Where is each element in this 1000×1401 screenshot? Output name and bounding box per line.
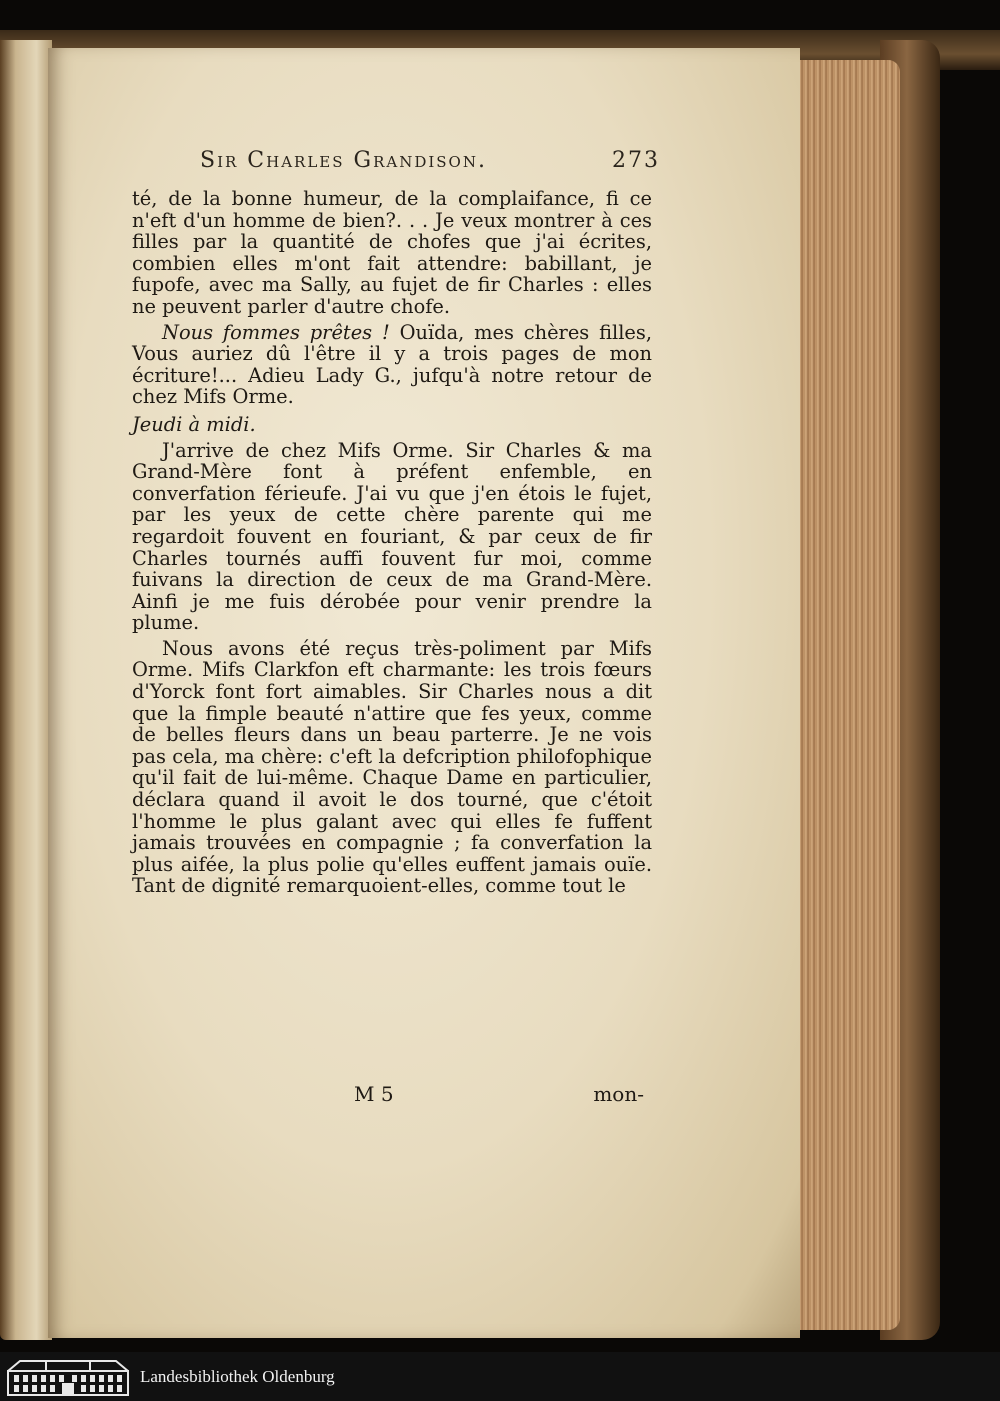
library-name: Landesbibliothek Oldenburg [140, 1366, 335, 1386]
paragraph-4: Nous avons été reçus très-poliment par Mifs Orme. Mifs Clarkfon eft charmante: les trois fœurs d'Yorck font fort aimables. Sir Charles nous a dit que la fimple beauté n'attire que fes yeux, comme de belles fleurs dans un beau parterre. Je ne vois pas cela, ma chère: c'eft la defcription philofophique qu'il fait de lui-même. Chaque Dame en particulier, déclara quand il avoit le dos tourné, que c'étoit l'homme le plus galant avec qui elles fe fuffent jamais trouvées en compagnie ; fa converfation la plus aifée, la plus polie qu'elles euffent jamais ouïe. Tant de dignité remarquoient-elles, comme tout le [132, 636, 652, 898]
library-banner [0, 1352, 1000, 1401]
signature-mark: M 5 [354, 1082, 394, 1106]
page-body-text [132, 188, 652, 897]
page-number: 273 [612, 148, 660, 173]
running-head-title: Sir Charles Grandison. [200, 148, 487, 173]
library-building-icon [6, 1357, 130, 1397]
paragraph-3: J'arrive de chez Mifs Orme. Sir Charles & ma Grand-Mère font à préfent enfemble, en converfation férieufe. J'ai vu que j'en étois le fujet, par les yeux de cette chère parente qui me regardoit fouvent en fouriant, & par ceux de fir Charles tournés auffi fouvent fur moi, comme fuivans la direction de ceux de ma Grand-Mère. Ainfi je me fuis dérobée pour venir prendre la plume. [132, 438, 652, 635]
left-page-edge [0, 40, 52, 1340]
paragraph-1: té, de la bonne humeur, de la complaifance, fi ce n'eft d'un homme de bien?. . . Je veux montrer à ces filles par la quantité de chofes que j'ai écrites, combien elles m'ont fait attendre: babillant, je fupofe, avec ma Sally, au fujet de fir Charles : elles ne peuvent parler d'autre chofe. [132, 187, 652, 318]
paragraph-2 [132, 322, 652, 408]
paragraph-2-rest: Ouïda, mes chères filles, Vous auriez dû l'être il y a trois pages de mon écriture!... Adieu Lady G., jufqu'à notre retour de chez Mifs Orme. [132, 320, 652, 409]
catchword: mon- [593, 1082, 644, 1106]
dateline: Jeudi à midi. [132, 412, 256, 436]
paragraph-2-italic: Nous fommes prêtes ! [162, 320, 390, 344]
running-head [200, 148, 660, 173]
